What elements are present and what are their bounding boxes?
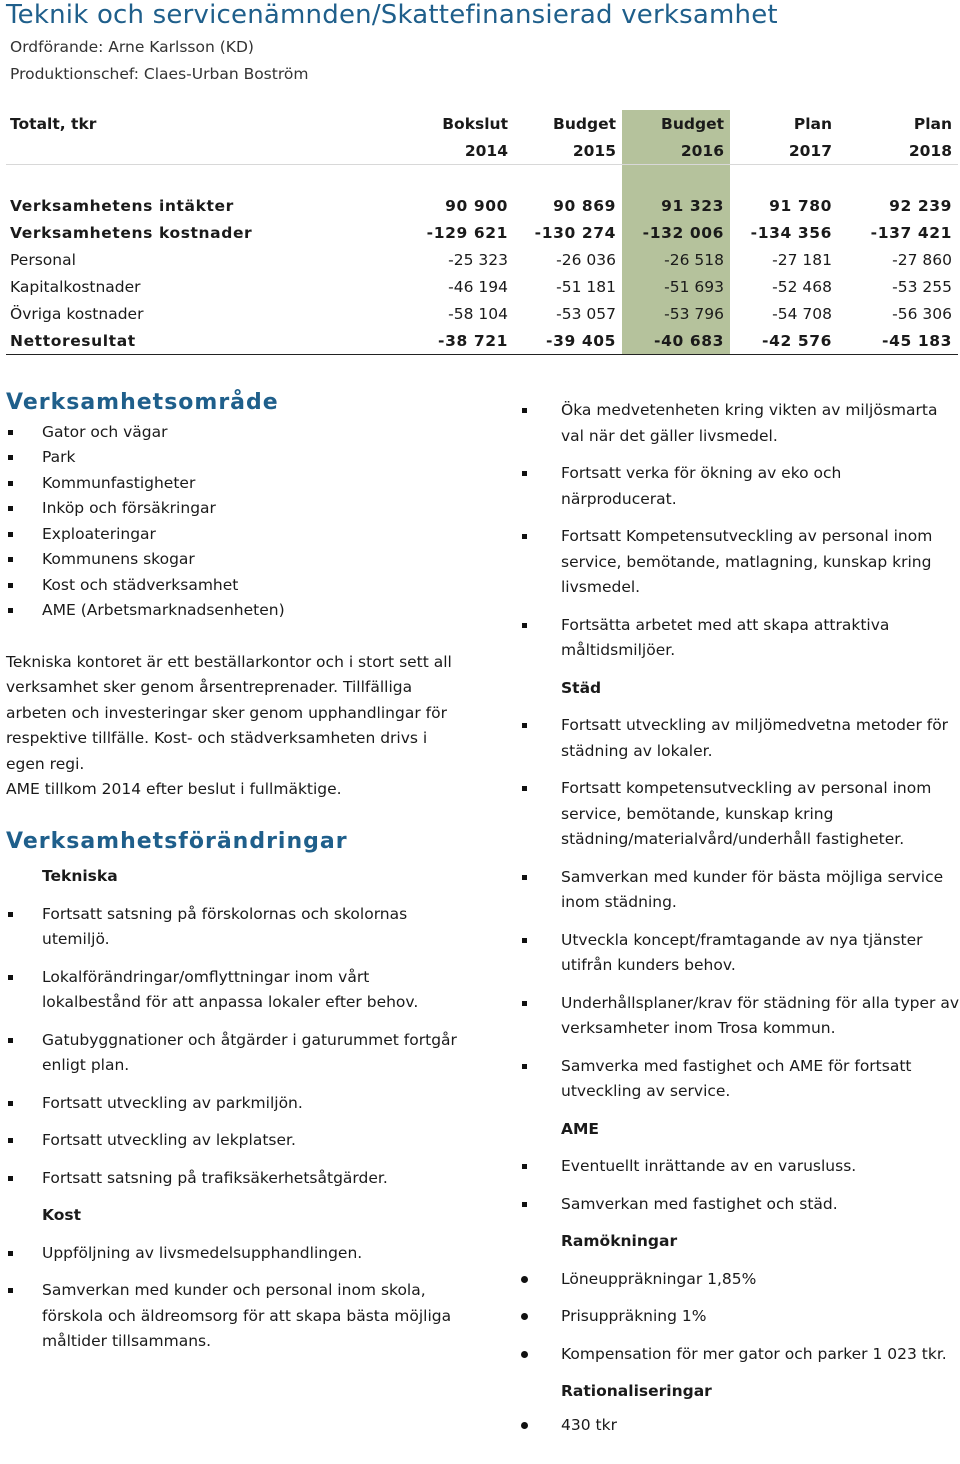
column-year: 2015: [514, 137, 622, 165]
cell: -27 860: [892, 250, 952, 269]
list-item: Kommunfastigheter: [6, 471, 466, 497]
cell: -53 057: [556, 304, 616, 323]
cell: 92 239: [889, 196, 952, 215]
column-year: 2014: [404, 137, 514, 165]
stad-list: [520, 713, 960, 1105]
cell: -26 036: [556, 250, 616, 269]
column-year: 2016: [622, 137, 730, 165]
production-chief-line: Produktionschef: Claes-Urban Boström: [10, 65, 309, 83]
subheading-rationaliseringar: Rationaliseringar: [561, 1382, 712, 1400]
list-item: AME (Arbetsmarknadsenheten): [6, 598, 466, 624]
list-item: Fortsatt satsning på förskolornas och skolornas utemiljö.: [6, 902, 466, 953]
cell: -137 421: [870, 223, 952, 242]
column-year: 2018: [838, 137, 958, 165]
kost-list: [6, 1241, 466, 1355]
cell: -39 405: [514, 327, 622, 355]
cell: 91 780: [769, 196, 832, 215]
list-item: Underhållsplaner/krav för städning för alla typer av verksamheter inom Trosa kommun.: [520, 991, 960, 1042]
list-item: Samverka med fastighet och AME för fortsatt utveckling av service.: [520, 1054, 960, 1105]
cell: -40 683: [622, 327, 730, 355]
table-years-row: [6, 137, 958, 165]
cell: -58 104: [448, 304, 508, 323]
list-item: Gatubyggnationer och åtgärder i gaturummet fortgår enligt plan.: [6, 1028, 466, 1079]
page-title: Teknik och servicenämnden/Skattefinansierad verksamhet: [6, 0, 778, 30]
cell: -54 708: [772, 304, 832, 323]
cell: -53 255: [892, 277, 952, 296]
list-item: Utveckla koncept/framtagande av nya tjänster utifrån kunders behov.: [520, 928, 960, 979]
list-item: Fortsatt utveckling av miljömedvetna metoder för städning av lokaler.: [520, 713, 960, 764]
left-column: [6, 390, 466, 1367]
tekniska-list: [6, 902, 466, 1192]
cell: 90 900: [445, 196, 508, 215]
section-heading-changes: Verksamhetsförändringar: [6, 828, 348, 854]
cell: -26 518: [622, 246, 730, 273]
list-item: Kost och städverksamhet: [6, 573, 466, 599]
subheading-ame: AME: [561, 1119, 600, 1138]
cell: -52 468: [772, 277, 832, 296]
cell: -132 006: [622, 219, 730, 246]
cell: -45 183: [838, 327, 958, 355]
table-row-total: [6, 327, 958, 355]
row-label: Verksamhetens kostnader: [10, 223, 253, 242]
cell: -46 194: [448, 277, 508, 296]
list-item: Gator och vägar: [6, 420, 466, 446]
kost-continued-list: [520, 398, 960, 664]
column-header: Bokslut: [442, 114, 508, 133]
column-header: Budget: [553, 114, 616, 133]
cell: -51 693: [622, 273, 730, 300]
cell: 90 869: [553, 196, 616, 215]
rationaliseringar-list: [520, 1413, 960, 1439]
row-label: Övriga kostnader: [10, 304, 144, 323]
cell: 91 323: [622, 192, 730, 219]
column-header: Budget: [622, 110, 730, 137]
right-column: [520, 398, 960, 1450]
areas-list: [6, 420, 466, 624]
list-item: Lokalförändringar/omflyttningar inom vårt lokalbestånd för att anpassa lokaler efter behov.: [6, 965, 466, 1016]
column-year: 2017: [730, 137, 838, 165]
cell: -129 621: [426, 223, 508, 242]
table-row: [6, 192, 958, 219]
financial-table: [6, 110, 958, 355]
list-item: Samverkan med fastighet och städ.: [520, 1192, 960, 1218]
subheading-tekniska: Tekniska: [42, 867, 118, 885]
row-label: Personal: [10, 250, 76, 269]
list-item: Fortsätta arbetet med att skapa attraktiva måltidsmiljöer.: [520, 613, 960, 664]
row-label: Verksamhetens intäkter: [10, 196, 234, 215]
list-item: Exploateringar: [6, 522, 466, 548]
list-item: Fortsatt verka för ökning av eko och närproducerat.: [520, 461, 960, 512]
chair-line: Ordförande: Arne Karlsson (KD): [10, 38, 254, 56]
list-item: Samverkan med kunder för bästa möjliga service inom städning.: [520, 865, 960, 916]
list-item: 430 tkr: [520, 1413, 960, 1439]
cell: -42 576: [730, 327, 838, 355]
list-item: Kommunens skogar: [6, 547, 466, 573]
cell: -27 181: [772, 250, 832, 269]
list-item: Fortsatt Kompetensutveckling av personal inom service, bemötande, matlagning, kunskap kring livsmedel.: [520, 524, 960, 601]
column-header: Plan: [793, 114, 832, 133]
ramokningar-list: [520, 1267, 960, 1368]
table-row: [6, 246, 958, 273]
cell: -53 796: [622, 300, 730, 327]
cell: -130 274: [534, 223, 616, 242]
subheading-ramokningar: Ramökningar: [561, 1232, 678, 1250]
list-item: Fortsatt utveckling av lekplatser.: [6, 1128, 466, 1154]
column-header: Plan: [913, 114, 952, 133]
cell: -56 306: [892, 304, 952, 323]
list-item: Fortsatt kompetensutveckling av personal inom service, bemötande, kunskap kring städning/materialvård/underhåll fastigheter.: [520, 776, 960, 853]
list-item: Park: [6, 445, 466, 471]
cell: -25 323: [448, 250, 508, 269]
list-item: Fortsatt utveckling av parkmiljön.: [6, 1091, 466, 1117]
table-header-row: [6, 110, 958, 137]
list-item: Eventuellt inrättande av en varusluss.: [520, 1154, 960, 1180]
list-item: Löneuppräkningar 1,85%: [520, 1267, 960, 1293]
cell: -51 181: [556, 277, 616, 296]
list-item: Öka medvetenheten kring vikten av miljösmarta val när det gäller livsmedel.: [520, 398, 960, 449]
description-paragraph: Tekniska kontoret är ett beställarkontor och i stort sett all verksamhet sker genom årsentreprenader. Tillfälliga arbeten och investeringar sker genom upphandlingar för respektive tillfälle. Kost- och städverksamheten drivs i egen regi.: [6, 652, 452, 773]
list-item: Fortsatt satsning på trafiksäkerhetsåtgärder.: [6, 1166, 466, 1192]
subheading-stad: Städ: [561, 678, 602, 697]
list-item: Kompensation för mer gator och parker 1 023 tkr.: [520, 1342, 960, 1368]
row-label: Kapitalkostnader: [10, 277, 141, 296]
table-row: [6, 219, 958, 246]
table-label-header: Totalt, tkr: [10, 114, 97, 133]
cell: -134 356: [750, 223, 832, 242]
table-row: [6, 273, 958, 300]
ame-list: [520, 1154, 960, 1217]
list-item: Prisuppräkning 1%: [520, 1304, 960, 1330]
list-item: Samverkan med kunder och personal inom skola, förskola och äldreomsorg för att skapa bästa möjliga måltider tillsammans.: [6, 1278, 466, 1355]
table-row: [6, 300, 958, 327]
cell: -38 721: [404, 327, 514, 355]
list-item: Uppföljning av livsmedelsupphandlingen.: [6, 1241, 466, 1267]
subheading-kost: Kost: [42, 1206, 82, 1224]
section-heading-areas: Verksamhetsområde: [6, 390, 279, 415]
list-item: Inköp och försäkringar: [6, 496, 466, 522]
description-paragraph: AME tillkom 2014 efter beslut i fullmäktige.: [6, 780, 342, 798]
row-label: Nettoresultat: [6, 327, 404, 355]
